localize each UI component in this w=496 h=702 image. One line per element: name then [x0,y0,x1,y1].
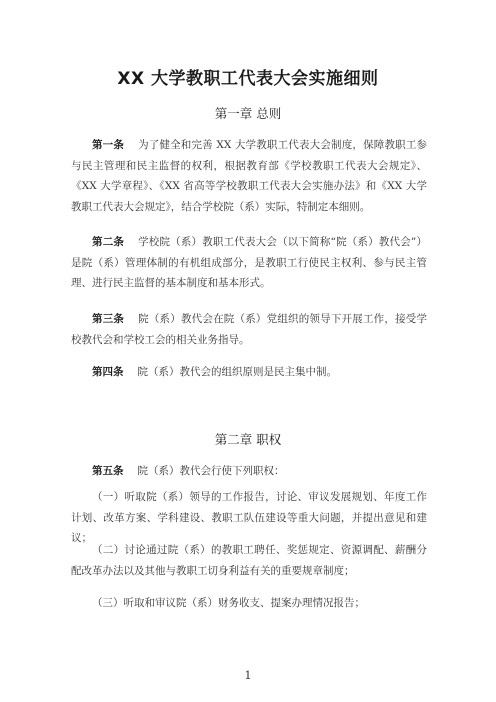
article-2 [71,232,427,294]
document-title: XX 大学教职工代表大会实施细则 [117,69,379,89]
article-number: 第一条 [92,139,125,151]
chapter-2-heading: 第二章 职权 [214,432,282,447]
article-text: 院（系）教代会在院（系）党组织的领导下开展工作，接受学校教代会和学校工会的相关业务指导。 [71,313,428,346]
list-item: （二）讨论通过院（系）的教职工聘任、奖惩规定、资源调配、薪酬分配改革办法以及其他与教职工切身利益有关的重要规章制度； [71,544,427,577]
article-number: 第三条 [92,313,125,325]
article-number: 第二条 [92,236,125,248]
article-number: 第四条 [92,366,124,378]
article-text: 为了健全和完善 XX 大学教职工代表大会制度，保障教职工参与民主管理和民主监督的权利，根据教育部《学校教职工代表大会规定》、《XX 大学章程》、《XX 省高等学校教职工代表大会实施办法》和《XX 大学教职工代表大会规定》，结合学校院（系）实际，特制定本细则。 [71,139,428,213]
page-number: 1 [244,669,252,682]
article-number: 第五条 [92,465,124,477]
article-1 [71,135,427,217]
article-text: 学校院（系）教职工代表大会（以下简称“院（系）教代会”）是院（系）管理体制的有机组成部分，是教职工行使民主权利、参与民主管理、进行民主监督的基本制度和基本形式。 [71,236,427,289]
list-item: （三）听取和审议院（系）财务收支、提案办理情况报告； [92,597,365,609]
chapter-1-heading: 第一章 总则 [214,106,282,121]
list-item: （一）听取院（系）领导的工作报告，讨论、审议发展规划、年度工作计划、改革方案、学科建设、教职工队伍建设等重大问题，并提出意见和建议； [71,491,427,544]
article-text: 院（系）教代会的组织原则是民主集中制。 [137,366,337,378]
article-5 [71,461,427,482]
article-text: 院（系）教代会行使下列职权： [137,465,285,477]
article-3 [71,309,427,350]
article-4 [71,362,427,383]
